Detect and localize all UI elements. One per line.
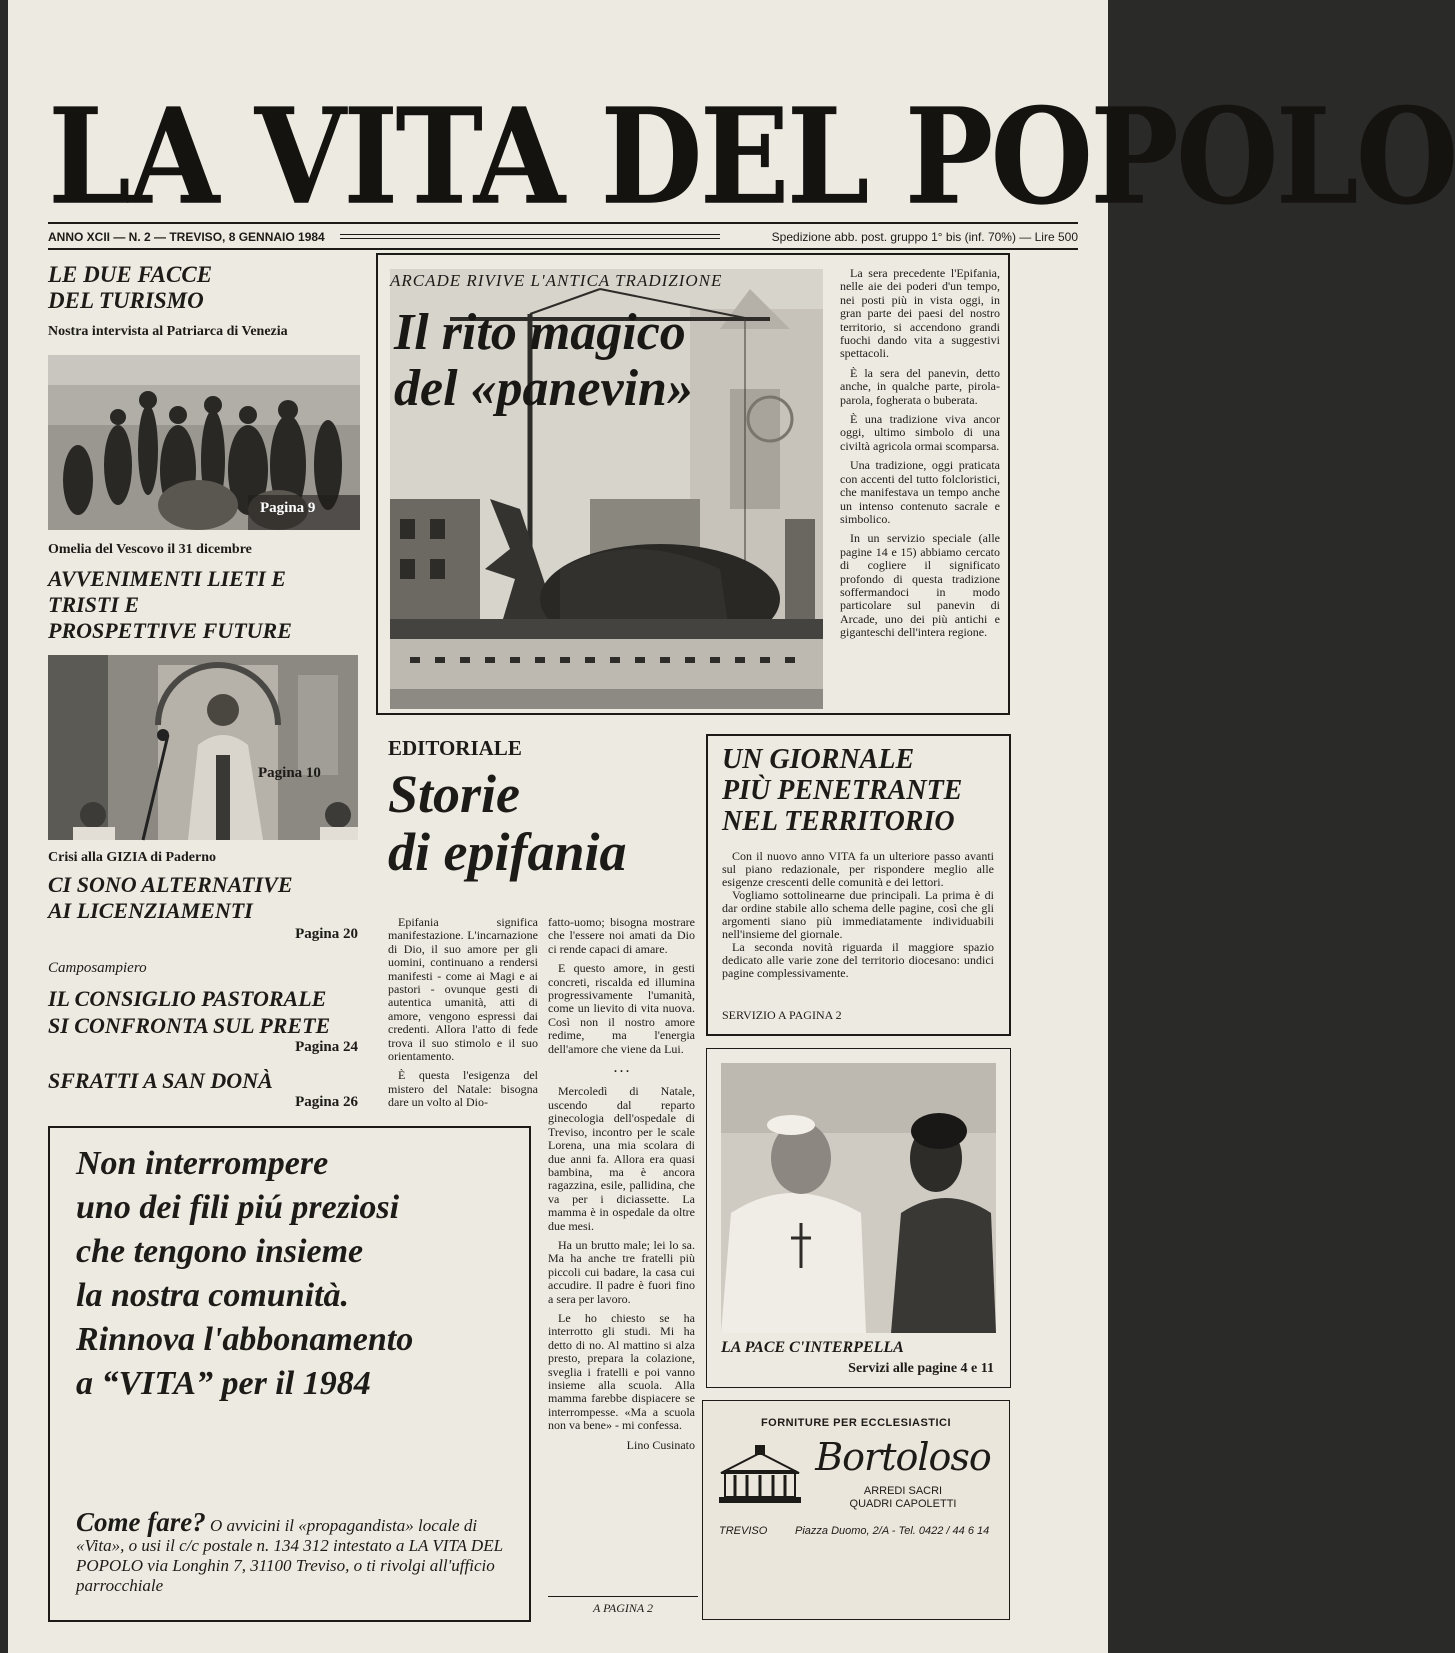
giornale-paragraph: Con il nuovo anno VITA fa un ulteriore passo avanti sul piano redazionale, per rispondere meglio alle esigenze crescenti delle comunità e dei lettori.: [722, 849, 994, 889]
giornale-paragraph: Vogliamo sottolinearne due principali. La prima è di dar ordine stabile allo schema delle pagine, così che gli argomenti siano più immediatamente individuabili nell'insieme del giornale.: [722, 888, 994, 941]
editoriale-paragraph: È questa l'esigenza del mistero del Natale: bisogna dare un volto al Dio-: [388, 1068, 538, 1110]
giornale-headline-3: NEL TERRITORIO: [722, 806, 955, 837]
panevin-paragraph: È la sera del panevin, detto anche, in qualche parte, pirola-parola, fogherata o buberata.: [840, 365, 1000, 407]
giornale-headline-block: [722, 744, 1002, 837]
abbonamento-message: [76, 1142, 526, 1406]
pace-headline: LA PACE C'INTERPELLA: [721, 1339, 904, 1356]
ad-city: TREVISO: [719, 1525, 768, 1537]
consiglio-headline-1: IL CONSIGLIO PASTORALE: [48, 986, 327, 1011]
consiglio-kicker: Camposampiero: [48, 960, 147, 976]
ad-address: Piazza Duomo, 2/A - Tel. 0422 / 44 6 14: [795, 1525, 990, 1537]
abbonamento-howto: [76, 1507, 516, 1596]
bortoloso-ad: [702, 1400, 1010, 1620]
ad-brand: Bortoloso: [815, 1435, 991, 1479]
panevin-kicker: ARCADE RIVIVE L'ANTICA TRADIZIONE: [390, 271, 723, 290]
omelia-article: [48, 542, 368, 644]
bishop-photo: [48, 655, 358, 840]
abbonamento-line: Non interrompere: [76, 1145, 329, 1182]
gizia-article: [48, 850, 368, 943]
sfratti-page: Pagina 26: [295, 1094, 358, 1110]
editoriale-paragraph: Le ho chiesto se ha interrotto gli studi. Mi ha detto di no. Al mattino si alza presto, prepara la colazione, sveglia i fratelli e poi vanno insieme alla scuola. Alla mamma farebbe dispiacere se interrompesse. «Ma a scuola non va bene» - mi confessa.: [548, 1310, 695, 1433]
gizia-page: Pagina 20: [295, 926, 358, 942]
omelia-headline-1: AVVENIMENTI LIETI E: [48, 566, 286, 591]
abbonamento-howto-text: O avvicini il «propagandista» locale di «Vita», o usi il c/c postale n. 134 312 intestato a LA VITA DEL POPOLO via Longhin 7, 31100 Treviso, o ti rivolgi all'ufficio parrocchiale: [76, 1516, 503, 1595]
editoriale-paragraph: Epifania significa manifestazione. L'incarnazione di Dio, il suo amore per gli uomini, continuano a rendersi manifesti - come ai Magi e ai pastori - ovunque gesti di autentica umanità, atti di amore, vengono espressi dai credenti. Allora l'atto di fede trova il suo stimolo e il suo orientamento.: [388, 915, 538, 1064]
abbonamento-line: a “VITA” per il 1984: [76, 1365, 371, 1402]
church-icon: [719, 1443, 801, 1505]
giornale-headline-1: UN GIORNALE: [722, 744, 915, 775]
panevin-paragraph: La sera precedente l'Epifania, nelle aie dei poderi d'un tempo, nei posti più in vista oggi, in gran parte dei paesi del nostro territorio, si accendono grandi fuochi dando vita a suggestivi spettacoli.: [840, 266, 1000, 361]
editoriale-column-1: [388, 916, 538, 1116]
giornale-body: [722, 850, 994, 980]
editoriale-paragraph: Ha un brutto male; lei lo sa. Ma ha anche tre fratelli più piccoli cui badare, la casa cui accudire. Il padre è fuori fino a sera per lavoro.: [548, 1237, 695, 1306]
ad-line-1: ARREDI SACRI: [863, 1485, 943, 1497]
giornale-footer: SERVIZIO A PAGINA 2: [722, 1008, 842, 1022]
consiglio-headline-2: SI CONFRONTA SUL PRETE: [48, 1013, 331, 1038]
ad-line-2: QUADRI CAPOLETTI: [849, 1498, 957, 1510]
bishop-photo-image: [48, 655, 358, 840]
panevin-headline-1: Il rito magico: [394, 304, 686, 361]
turismo-headline-2: DEL TURISMO: [48, 288, 204, 313]
abbonamento-line: uno dei fili piú preziosi: [76, 1189, 400, 1226]
omelia-headline-2: TRISTI E: [48, 592, 140, 617]
abbonamento-line: Rinnova l'abbonamento: [76, 1321, 414, 1358]
giornale-article: [706, 734, 1011, 1036]
editoriale-author: Lino Cusinato: [626, 1437, 695, 1452]
panevin-paragraph: In un servizio speciale (alle pagine 14 e 15) abbiamo cercato di cogliere il significato profondo di questa tradizione soffermandoci in modo particolare sul panevin di Arcade, uno dei più antichi e giganteschi dell'intera regione.: [840, 531, 1000, 640]
omelia-kicker: Omelia del Vescovo il 31 dicembre: [48, 542, 252, 557]
panevin-article: [376, 253, 1010, 715]
abbonamento-box: [48, 1126, 531, 1622]
issue-info-bar: [48, 228, 1078, 248]
panevin-paragraph: È una tradizione viva ancor oggi, ultimo simbolo di una civiltà agricola ormai scomparsa.: [840, 412, 1000, 453]
issue-info: ANNO XCII — N. 2 — TREVISO, 8 GENNAIO 1984: [48, 230, 325, 244]
abbonamento-line: che tengono insieme: [76, 1233, 364, 1270]
pace-pages: Servizi alle pagine 4 e 11: [848, 1361, 994, 1376]
editoriale-separator: . . .: [614, 1061, 629, 1076]
turismo-article: [48, 262, 368, 340]
masthead-title: LA VITA DEL POPOLO: [48, 78, 1455, 235]
postal-info: Spedizione abb. post. gruppo 1° bis (inf. 70%) — Lire 500: [771, 230, 1078, 244]
ad-products: [813, 1485, 993, 1511]
editoriale-article: [388, 736, 698, 881]
abbonamento-howto-title: Come fare?: [76, 1507, 206, 1537]
turismo-subhead: Nostra intervista al Patriarca di Venezia: [48, 324, 288, 339]
giornale-paragraph: La seconda novità riguarda il maggiore spazio dedicato alle varie zone del territorio diocesano: undici pagine complessivamente.: [722, 940, 994, 980]
editoriale-paragraph: Mercoledì di Natale, uscendo dal reparto ginecologia dell'ospedale di Treviso, incontro per le scale Lorena, una mia scolara di due anni fa. Allora era quasi bambina, ma è ancora ragazzina, esile, pallidina, che va per i diciassette. La mamma è in ospedale da oltre due mesi.: [548, 1084, 695, 1233]
editoriale-column-2: [548, 916, 695, 1452]
pace-article: [706, 1048, 1011, 1388]
editoriale-continued: A PAGINA 2: [592, 1601, 653, 1615]
newspaper-page: [8, 0, 1455, 1653]
abbonamento-line: la nostra comunità.: [76, 1277, 350, 1314]
editoriale-continued-rule: [548, 1596, 698, 1597]
pope-photo-image: [721, 1063, 996, 1333]
turismo-headline-1: LE DUE FACCE: [48, 262, 213, 287]
pope-photo: [721, 1063, 996, 1333]
editoriale-headline-1: Storie: [388, 764, 521, 824]
ad-top-line: FORNITURE PER ECCLESIASTICI: [760, 1417, 952, 1429]
beach-photo-page-label: Pagina 9: [260, 500, 316, 516]
sfratti-article: [48, 1068, 368, 1111]
bishop-photo-page-label: Pagina 10: [258, 765, 321, 781]
editoriale-headline-2: di epifania: [388, 822, 627, 882]
gizia-headline-2: AI LICENZIAMENTI: [48, 898, 253, 923]
omelia-headline-3: PROSPETTIVE FUTURE: [48, 618, 292, 643]
gizia-kicker: Crisi alla GIZIA di Paderno: [48, 850, 217, 865]
panevin-headline-2: del «panevin»: [394, 360, 693, 417]
beach-photo: [48, 355, 360, 530]
info-divider: [340, 234, 720, 239]
panevin-body: [840, 267, 1000, 646]
editoriale-kicker: EDITORIALE: [388, 736, 522, 760]
sfratti-headline: SFRATTI A SAN DONÀ: [48, 1068, 273, 1093]
panevin-paragraph: Una tradizione, oggi praticata con accenti del tutto folcloristici, che manifestava un tempo anche un intenso contenuto sacrale e simbolico.: [840, 458, 1000, 526]
editoriale-paragraph: fatto-uomo; bisogna mostrare che l'essere noi amati da Dio ci rende capaci di amare.: [548, 915, 695, 956]
gizia-headline-1: CI SONO ALTERNATIVE: [48, 872, 293, 897]
editoriale-paragraph: E questo amore, in gesti concreti, riscalda ed illumina progressivamente l'umanità, come un lievito di vita nuova. Così non il nostro amore redime, ma l'energia dell'amore che viene da Lui.: [548, 961, 695, 1056]
masthead-rule-top: [48, 222, 1078, 224]
masthead-rule-bottom: [48, 248, 1078, 250]
giornale-headline-2: PIÙ PENETRANTE: [722, 775, 963, 806]
consiglio-article: [48, 960, 373, 1056]
consiglio-page: Pagina 24: [295, 1039, 358, 1055]
